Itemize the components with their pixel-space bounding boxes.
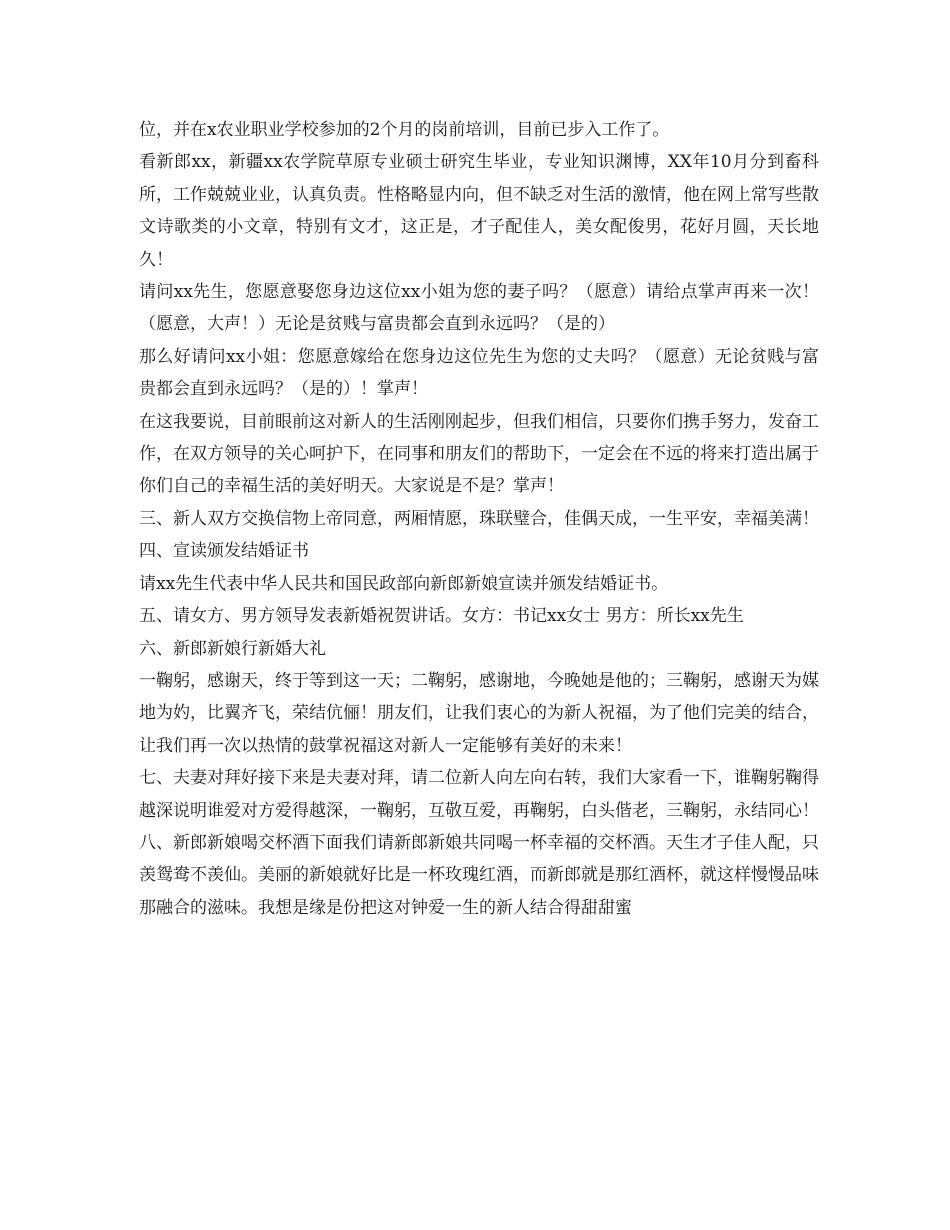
paragraph: 请问xx先生，您愿意娶您身边这位xx小姐为您的妻子吗？（愿意）请给点掌声再来一次！（愿意，大声！）无论是贫贱与富贵都会直到永远吗？（是的）	[139, 282, 819, 335]
paragraph: 位，并在x农业职业学校参加的2个月的岗前培训，目前已步入工作了。	[139, 120, 670, 140]
paragraph: 请xx先生代表中华人民共和国民政部向新郎新娘宣读并颁发结婚证书。	[139, 573, 669, 594]
paragraph: 一鞠躬，感谢天，终于等到这一天；二鞠躬，感谢地，今晚她是他的；三鞠躬，感谢天为媒地为妁，比翼齐飞，荣结伉俪！朋友们，让我们衷心的为新人祝福，为了他们完美的结合，让我们再一次以热情的鼓掌祝福这对新人一定能够有美好的未来！	[139, 670, 819, 756]
section-heading-wedding-rite: 六、新郎新娘行新婚大礼	[139, 638, 326, 659]
document-body	[139, 114, 819, 924]
paragraph: 在这我要说，目前眼前这对新人的生活刚刚起步，但我们相信，只要你们携手努力，发奋工作，在双方领导的关心呵护下，在同事和朋友们的帮助下，一定会在不远的将来打造出属于你们自己的幸福生活的美好明天。大家说是不是？掌声！	[139, 411, 819, 497]
section-heading-certificate: 四、宣读颁发结婚证书	[139, 541, 309, 562]
section-heading-leader-speech: 五、请女方、男方领导发表新婚祝贺讲话。女方：书记xx女士 男方：所长xx先生	[139, 606, 744, 627]
section-heading-exchange-tokens: 三、新人双方交换信物上帝同意，两厢情愿，珠联璧合，佳偶天成，一生平安，幸福美满！	[139, 508, 819, 529]
section-heading-couple-bow: 七、夫妻对拜好接下来是夫妻对拜，请二位新人向左向右转，我们大家看一下，谁鞠躬鞠得越深说明谁爱对方爱得越深，一鞠躬，互敬互爱，再鞠躬，白头偕老，三鞠躬，永结同心！	[139, 768, 819, 821]
paragraph: 看新郎xx，新疆xx农学院草原专业硕士研究生毕业，专业知识渊博，XX年10月分到畜科所，工作兢兢业业，认真负责。性格略显内向，但不缺乏对生活的激情，他在网上常写些散文诗歌类的小文章，特别有文才，这正是，才子配佳人，美女配俊男，花好月圆，天长地久！	[139, 152, 819, 270]
paragraph: 那么好请问xx小姐：您愿意嫁给在您身边这位先生为您的丈夫吗？（愿意）无论贫贱与富贵都会直到永远吗？（是的）！掌声！	[139, 346, 819, 400]
section-heading-cross-cup-wine: 八、新郎新娘喝交杯酒下面我们请新郎新娘共同喝一杯幸福的交杯酒。天生才子佳人配，只羡鸳鸯不羡仙。美丽的新娘就好比是一杯玫瑰红酒，而新郎就是那红酒杯，就这样慢慢品味那融合的滋味。我想是缘是份把这对钟爱一生的新人结合得甜甜蜜	[139, 832, 819, 918]
